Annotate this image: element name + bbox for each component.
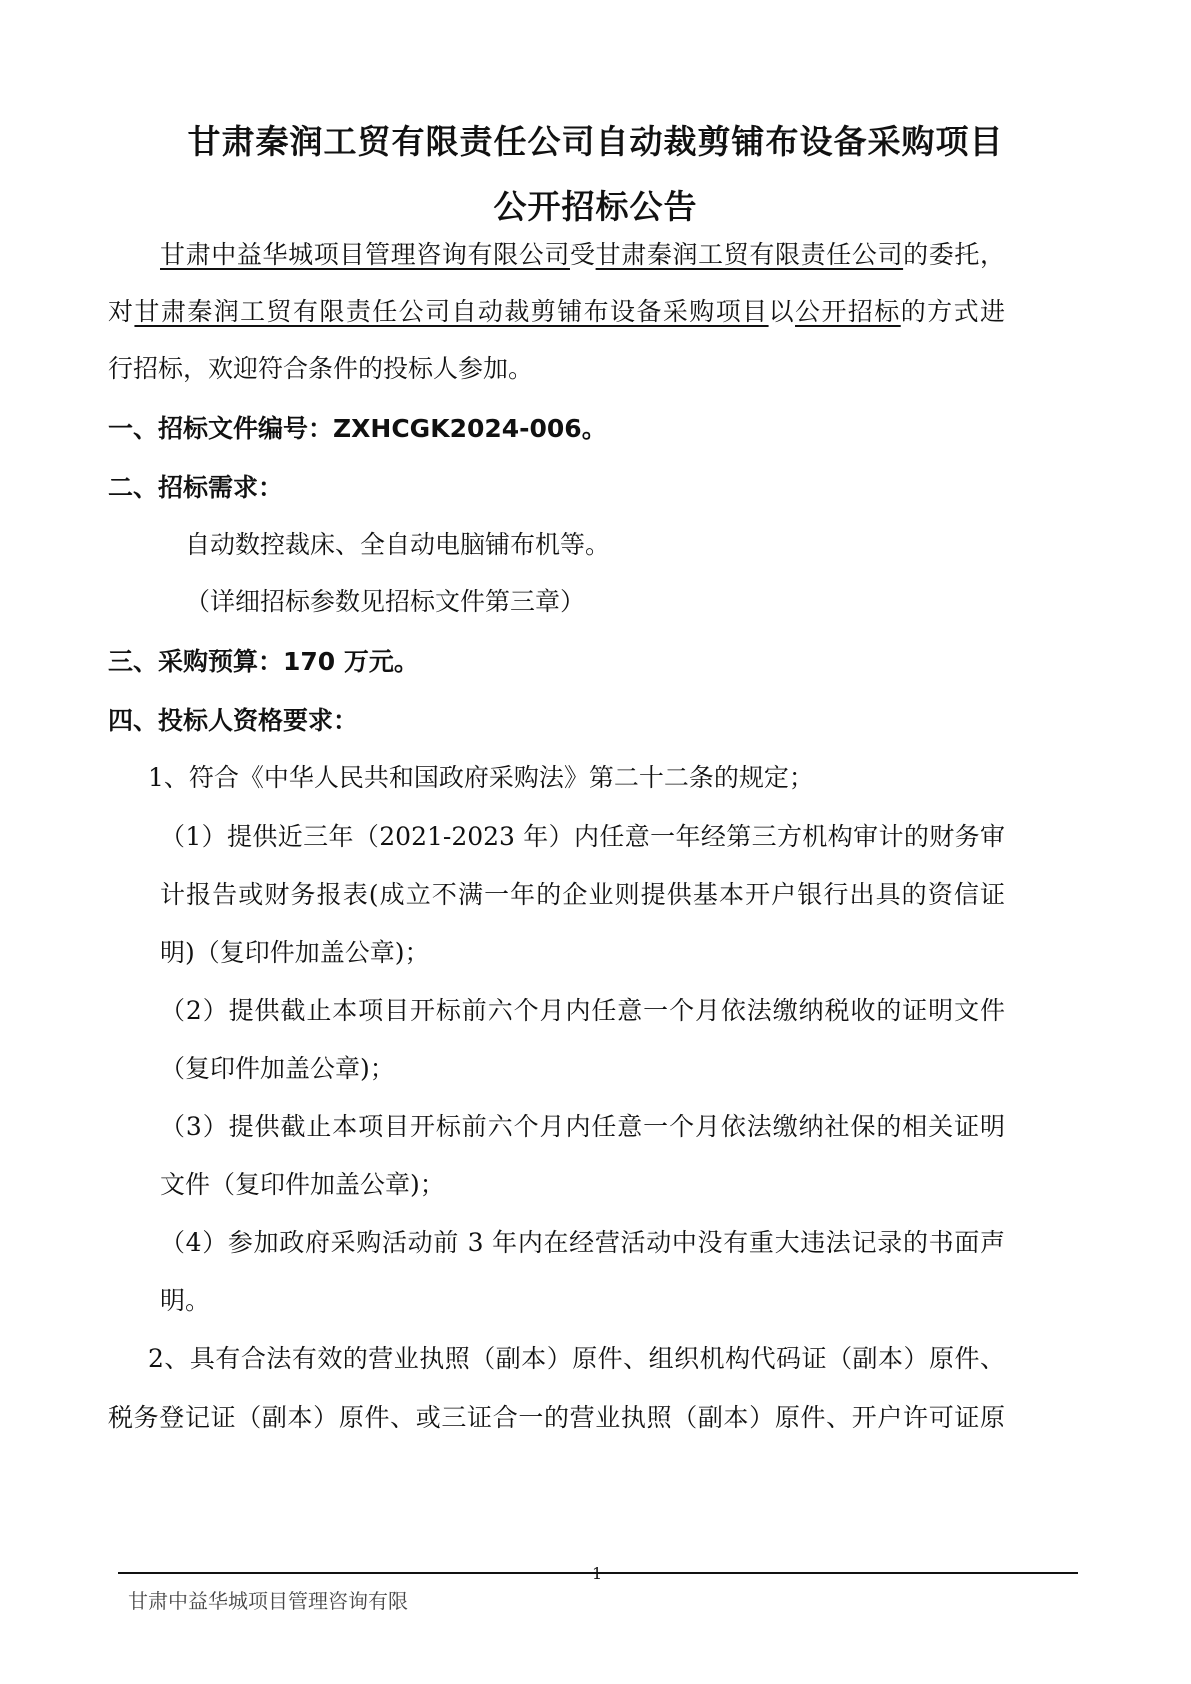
intro-text-2: 的委托， <box>903 240 1005 269</box>
agent-name: 甘肃中益华城项目管理咨询有限公司 <box>160 240 570 269</box>
intro-text-4: 以 <box>768 297 796 326</box>
requirement-1-2-line1: （2）提供截止本项目开标前六个月内任意一个月依法缴纳税收的证明文件 <box>160 996 1005 1025</box>
requirement-1-1-line1: （1）提供近三年（2021-2023 年）内任意一年经第三方机构审计的财务审 <box>160 822 1005 851</box>
requirement-1: 1、符合《中华人民共和国政府采购法》第二十二条的规定； <box>148 763 814 792</box>
intro-line2 <box>108 297 1005 327</box>
requirement-1-4-line2: 明。 <box>160 1286 211 1315</box>
intro-text-1: 受 <box>569 240 596 269</box>
requirement-1-1-line3: 明)（复印件加盖公章)； <box>160 938 430 967</box>
section-3-heading: 三、采购预算：170 万元。 <box>108 647 419 676</box>
footer-company: 甘肃中益华城项目管理咨询有限 <box>128 1589 408 1613</box>
requirement-1-1-line2: 计报告或财务报表(成立不满一年的企业则提供基本开户银行出具的资信证 <box>160 880 1005 909</box>
project-name: 甘肃秦润工贸有限责任公司自动裁剪铺布设备采购项目 <box>134 297 769 326</box>
section-1-heading: 一、招标文件编号：ZXHCGK2024-006。 <box>108 414 607 443</box>
page-number: 1 <box>592 1564 603 1583</box>
demand-line2: （详细招标参数见招标文件第三章） <box>185 587 586 616</box>
requirement-1-4-line1: （4）参加政府采购活动前 3 年内在经营活动中没有重大违法记录的书面声 <box>160 1228 1005 1257</box>
procurement-method: 公开招标 <box>795 297 901 326</box>
requirement-1-3-line1: （3）提供截止本项目开标前六个月内任意一个月依法缴纳社保的相关证明 <box>160 1112 1005 1141</box>
requirement-1-2-line2: （复印件加盖公章)； <box>160 1054 395 1083</box>
intro-text-3: 对 <box>108 297 135 326</box>
intro-line1 <box>160 240 1005 270</box>
purchaser-name: 甘肃秦润工贸有限责任公司 <box>595 240 904 269</box>
demand-line1: 自动数控裁床、全自动电脑铺布机等。 <box>185 530 611 559</box>
intro-text-5: 的方式进 <box>900 297 1005 326</box>
requirement-1-3-line2: 文件（复印件加盖公章)； <box>160 1170 445 1199</box>
requirement-2-line2: 税务登记证（副本）原件、或三证合一的营业执照（副本）原件、开户许可证原 <box>108 1403 1005 1432</box>
document-title-line2: 公开招标公告 <box>493 187 698 226</box>
section-2-heading: 二、招标需求： <box>108 473 284 502</box>
requirement-2-line1: 2、具有合法有效的营业执照（副本）原件、组织机构代码证（副本）原件、 <box>148 1344 1005 1373</box>
document-title-line1: 甘肃秦润工贸有限责任公司自动裁剪铺布设备采购项目 <box>187 122 1004 161</box>
intro-line3: 行招标，欢迎符合条件的投标人参加。 <box>108 354 534 383</box>
section-4-heading: 四、投标人资格要求： <box>108 706 359 735</box>
